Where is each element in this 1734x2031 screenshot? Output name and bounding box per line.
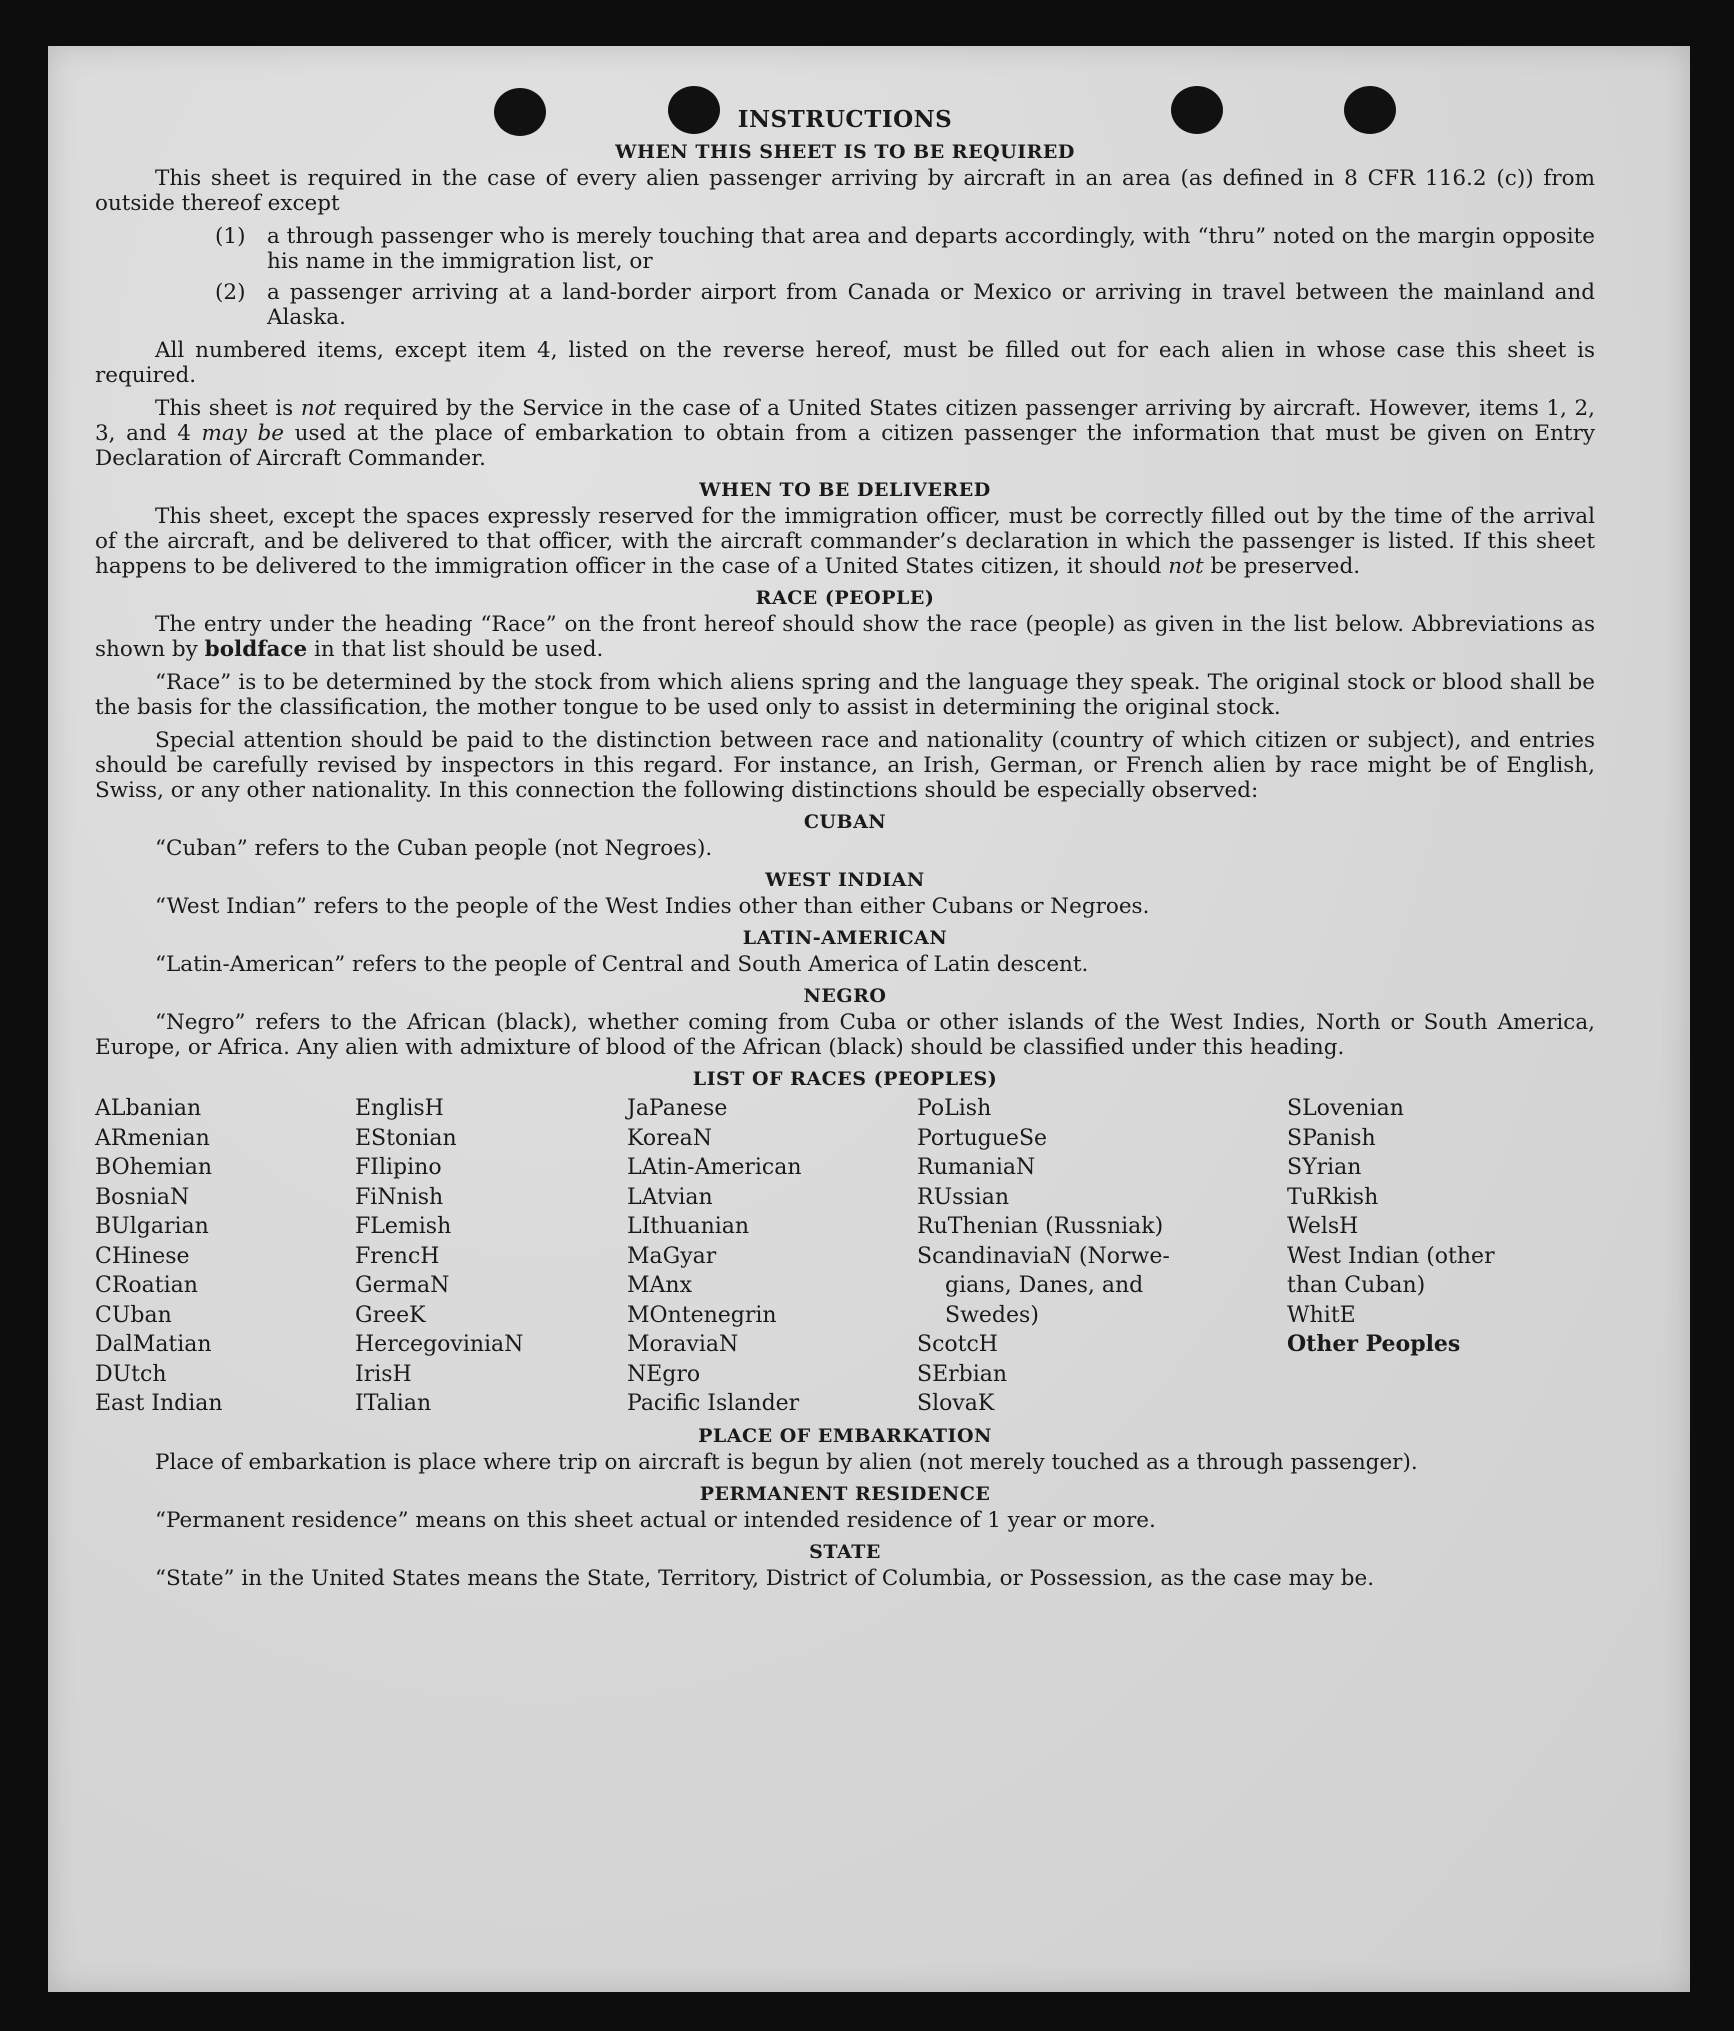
race-entry: ALbanian <box>95 1096 202 1121</box>
text-run: be preserved. <box>1203 554 1361 579</box>
race-entry: LAtin-American <box>627 1155 802 1180</box>
section-heading-latin-american: LATIN-AMERICAN <box>742 927 948 949</box>
race-entry: JaPanese <box>627 1096 728 1121</box>
race-entry: gians, Danes, and <box>945 1273 1144 1298</box>
paragraph <box>95 612 1595 662</box>
race-entry: CHinese <box>95 1243 190 1269</box>
paragraph: “Negro” refers to the African (black), whether coming from Cuba or other islands of the West Indies, North or South America, Europe, or Africa. Any alien with admixture of blood of the African (black) should be classified under this heading. <box>95 1010 1595 1060</box>
race-entry: SYrian <box>1287 1155 1362 1180</box>
race-entry: EnglisH <box>355 1096 444 1121</box>
race-entry: MAnx <box>627 1273 692 1298</box>
race-entry: SlovaK <box>917 1391 995 1416</box>
race-entry: FIlipino <box>355 1155 442 1180</box>
section-heading-list-of-races: LIST OF RACES (PEOPLES) <box>692 1068 998 1090</box>
race-entry: ITalian <box>355 1391 432 1416</box>
race-entry: Pacific Islander <box>627 1391 800 1416</box>
race-entry: CUban <box>95 1302 172 1328</box>
race-entry: RuThenian (Russniak) <box>917 1214 1164 1239</box>
race-entry: NEgro <box>627 1361 701 1387</box>
race-entry: TuRkish <box>1287 1184 1379 1210</box>
race-entry: CRoatian <box>95 1273 198 1298</box>
races-column <box>1287 1094 1595 1419</box>
race-entry: BOhemian <box>95 1155 212 1180</box>
paragraph: “Cuban” refers to the Cuban people (not Negroes). <box>155 836 713 861</box>
item-text: a passenger arriving at a land-border airport from Canada or Mexico or arriving in travel between the mainland and Alaska. <box>267 280 1595 330</box>
item-text: a through passenger who is merely touching that area and departs accordingly, with “thru” noted on the margin opposite his name in the immigration list, or <box>267 224 1595 274</box>
section-heading-required: WHEN THIS SHEET IS TO BE REQUIRED <box>615 141 1075 163</box>
bold-run: boldface <box>204 637 308 662</box>
race-entry: WhitE <box>1287 1302 1356 1328</box>
race-entry: DalMatian <box>95 1332 212 1357</box>
paragraph: All numbered items, except item 4, listed on the reverse hereof, must be filled out for each alien in whose case this sheet is required. <box>95 338 1595 388</box>
italic-run: not <box>300 396 337 421</box>
race-entry: Other Peoples <box>1287 1331 1461 1357</box>
section-heading-embarkation: PLACE OF EMBARKATION <box>698 1424 992 1447</box>
item-number: (1) <box>215 224 246 249</box>
section-heading-delivered: WHEN TO BE DELIVERED <box>699 479 991 501</box>
paragraph: Place of embarkation is place where trip on aircraft is begun by alien (not merely touched as a through passenger). <box>155 1449 1418 1475</box>
race-entry: LAtvian <box>627 1184 713 1210</box>
section-heading-race: RACE (PEOPLE) <box>755 587 935 609</box>
race-entry: GreeK <box>355 1302 426 1328</box>
race-entry: Swedes) <box>945 1302 1039 1328</box>
race-entry: FLemish <box>355 1214 452 1239</box>
race-entry: DUtch <box>95 1361 167 1387</box>
race-entry: MoraviaN <box>627 1332 739 1357</box>
races-list <box>95 1094 1595 1419</box>
list-item <box>95 224 1595 274</box>
race-entry: than Cuban) <box>1287 1273 1426 1298</box>
race-entry: MOntenegrin <box>627 1302 777 1328</box>
race-entry: EStonian <box>355 1125 457 1151</box>
races-column <box>95 1094 355 1419</box>
race-entry: PoLish <box>917 1096 992 1121</box>
race-entry: BosniaN <box>95 1184 190 1210</box>
exception-list <box>95 224 1595 330</box>
text-run: in that list should be used. <box>307 637 604 662</box>
race-entry: FiNnish <box>355 1184 444 1210</box>
paragraph <box>95 504 1595 579</box>
races-column <box>355 1094 627 1419</box>
races-column <box>627 1094 917 1419</box>
race-entry: ScandinaviaN (Norwe- <box>917 1243 1170 1269</box>
race-entry: SLovenian <box>1287 1096 1404 1121</box>
paragraph: This sheet is required in the case of every alien passenger arriving by aircraft in an area (as defined in 8 CFR 116.2 (c)) from outside thereof except <box>95 166 1595 216</box>
paragraph: Special attention should be paid to the distinction between race and nationality (country of which citizen or subject), and entries should be carefully revised by inspectors in this regard. For instance, an Irish, German, or French alien by race might be of English, Swiss, or any other nationality. In this connection the following distinctions should be especially observed: <box>95 728 1595 803</box>
document-body <box>95 62 1595 1599</box>
text-run: used at the place of embarkation to obtain from a citizen passenger the information that must be given on Entry Declaration of Aircraft Commander. <box>95 421 1595 471</box>
paragraph: “Latin-American” refers to the people of Central and South America of Latin descent. <box>155 952 1089 977</box>
section-heading-negro: NEGRO <box>803 985 887 1007</box>
race-entry: GermaN <box>355 1273 450 1298</box>
text-run: This sheet, except the spaces expressly reserved for the immigration officer, must be correctly filled out by the time of the arrival of the aircraft, and be delivered to that officer, with the aircraft commander’s declaration in which the passenger is listed. If this sheet happens to be delivered to the immigration officer in the case of a United States citizen, it should <box>95 504 1595 579</box>
races-column <box>917 1094 1287 1419</box>
race-entry: LIthuanian <box>627 1214 750 1239</box>
race-entry: RumaniaN <box>917 1155 1036 1180</box>
page-title: INSTRUCTIONS <box>737 106 953 133</box>
paragraph: “Permanent residence” means on this sheet actual or intended residence of 1 year or more. <box>155 1507 1156 1533</box>
list-item <box>95 280 1595 330</box>
race-entry: ARmenian <box>95 1125 210 1151</box>
race-entry: RUssian <box>917 1184 1010 1210</box>
paragraph: “West Indian” refers to the people of the West Indies other than either Cubans or Negroes. <box>155 894 1150 919</box>
race-entry: BUlgarian <box>95 1214 209 1239</box>
section-heading-state: STATE <box>809 1540 881 1563</box>
race-entry: HercegoviniaN <box>355 1332 524 1357</box>
text-run: This sheet is <box>155 396 301 421</box>
section-heading-cuban: CUBAN <box>803 811 887 833</box>
race-entry: IrisH <box>355 1361 412 1387</box>
race-entry: East Indian <box>95 1391 223 1416</box>
section-heading-west-indian: WEST INDIAN <box>765 869 925 891</box>
text-run: The entry under the heading “Race” on the front hereof should show the race (people) as given in the list below. Abbreviations as shown by <box>95 612 1595 662</box>
race-entry: West Indian (other <box>1287 1243 1495 1269</box>
section-heading-residence: PERMANENT RESIDENCE <box>699 1482 991 1505</box>
item-number: (2) <box>215 280 246 305</box>
text-run: required by the Service in the case of a United States citizen passenger arriving by aircraft. However, items 1, 2, 3, and 4 <box>95 396 1595 446</box>
italic-run: may be <box>201 421 285 446</box>
paragraph: “State” in the United States means the State, Territory, District of Columbia, or Possession, as the case may be. <box>155 1565 1375 1591</box>
race-entry: SPanish <box>1287 1125 1376 1151</box>
race-entry: WelsH <box>1287 1214 1359 1239</box>
race-entry: PortugueSe <box>917 1125 1048 1151</box>
italic-run: not <box>1168 554 1204 579</box>
race-entry: ScotcH <box>917 1332 998 1357</box>
race-entry: SErbian <box>917 1361 1008 1387</box>
paragraph: “Race” is to be determined by the stock from which aliens spring and the language they speak. The original stock or blood shall be the basis for the classification, the mother tongue to be used only to assist in determining the original stock. <box>95 670 1595 720</box>
race-entry: KoreaN <box>627 1125 712 1151</box>
race-entry: FrencH <box>355 1243 440 1269</box>
paragraph <box>95 396 1595 471</box>
race-entry: MaGyar <box>627 1243 717 1269</box>
